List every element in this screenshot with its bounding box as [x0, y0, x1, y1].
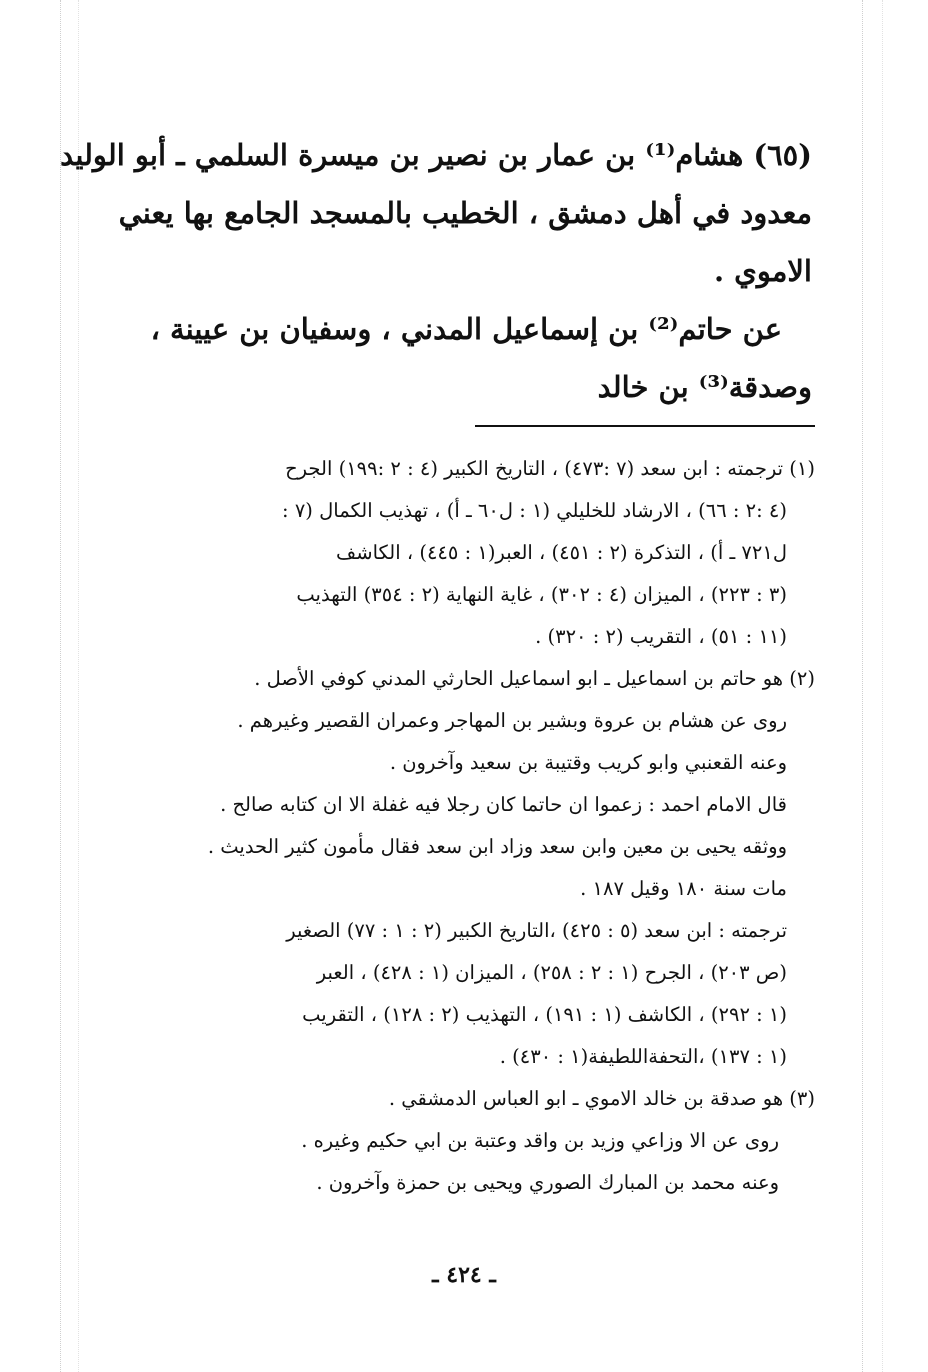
page-number: ـ ٤٢٤ ـ — [432, 1262, 496, 1288]
footnote-line: (٢) هو حاتم بن اسماعيل ـ ابو اسماعيل الحارثي المدني كوفي الأصل . — [254, 667, 815, 690]
footnote-line: (١) ترجمته : ابن سعد (٧ :٤٧٣) ، التاريخ الكبير (٤ : ٢ :١٩٩) الجرح — [285, 457, 815, 480]
scan-edge-mark — [862, 0, 863, 1372]
main-line: وصدقة⁽³⁾ بن خالد — [597, 370, 812, 404]
footnote-line: (٤ :٢ : ٦٦) ، الارشاد للخليلي (١ : ل٦٠ ـ أ) ، تهذيب الكمال (٧ : — [282, 499, 787, 522]
footnote-line: (ص ٢٠٣) ، الجرح (١ : ٢ : ٢٥٨) ، الميزان (١ : ٤٢٨) ، العبر — [316, 961, 787, 984]
footnote-line: ترجمته : ابن سعد (٥ : ٤٢٥) ،التاريخ الكبير (٢ : ١ : ٧٧) الصغير — [286, 919, 787, 942]
footnote-1 — [112, 448, 815, 658]
main-line: عن حاتم⁽²⁾ بن إسماعيل المدني ، وسفيان بن عيينة ، — [150, 312, 782, 346]
footnote-line: قال الامام احمد : زعموا ان حاتما كان رجلا فيه غفلة الا ان كتابه صالح . — [220, 793, 787, 816]
main-line: (٦٥) هشام⁽¹⁾ بن عمار بن نصير بن ميسرة السلمي ـ أبو الوليد — [60, 138, 812, 172]
footnote-line: (١ : ١٣٧) ،التحفةاللطيفة(١ : ٤٣٠) . — [499, 1045, 787, 1068]
footnote-line: (١١ : ٥١) ، التقريب (٢ : ٣٢٠) . — [535, 625, 787, 648]
main-entry-text — [60, 126, 812, 416]
footnote-separator — [475, 425, 815, 427]
footnote-line: (٣ : ٢٢٣) ، الميزان (٤ : ٣٠٢) ، غاية النهاية (٢ : ٣٥٤) التهذيب — [296, 583, 787, 606]
footnote-2 — [112, 658, 815, 1078]
footnote-3 — [112, 1078, 815, 1204]
main-line: معدود في أهل دمشق ، الخطيب بالمسجد الجامع بها يعني — [118, 196, 812, 230]
scan-edge-mark — [60, 0, 61, 1372]
footnote-line: مات سنة ١٨٠ وقيل ١٨٧ . — [580, 877, 787, 900]
footnote-line: (٣) هو صدقة بن خالد الاموي ـ ابو العباس الدمشقي . — [388, 1087, 815, 1110]
footnote-line: روى عن الا وزاعي وزيد بن واقد وعتبة بن ابي حكيم وغيره . — [301, 1129, 779, 1152]
footnote-line: وعنه القعنبي وابو كريب وقتيبة بن سعيد وآخرون . — [389, 751, 787, 774]
footnote-line: وعنه محمد بن المبارك الصوري ويحيى بن حمزة وآخرون . — [316, 1171, 779, 1194]
footnote-line: روى عن هشام بن عروة وبشير بن المهاجر وعمران القصير وغيرهم . — [237, 709, 787, 732]
footnote-line: ل٧٢١ ـ أ) ، التذكرة (٢ : ٤٥١) ، العبر(١ : ٤٤٥) ، الكاشف — [336, 541, 787, 564]
main-line: الاموي . — [713, 254, 812, 288]
footnotes — [112, 448, 815, 1204]
scan-edge-mark — [78, 0, 79, 1372]
footnote-line: (١ : ٢٩٢) ، الكاشف (١ : ١٩١) ، التهذيب (٢ : ١٢٨) ، التقريب — [302, 1003, 787, 1026]
footnote-line: ووثقه يحيى بن معين وابن سعد وزاد ابن سعد فقال مأمون كثير الحديث . — [207, 835, 787, 858]
scan-edge-mark — [882, 0, 883, 1372]
